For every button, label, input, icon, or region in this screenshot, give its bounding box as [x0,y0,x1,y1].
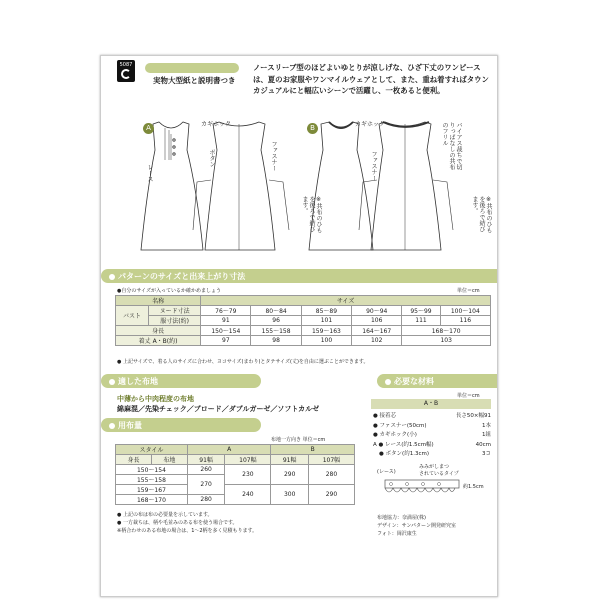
yardage-cell: 230 [225,465,271,485]
yardage-unit: 布地一方向き 単位＝cm [271,437,326,443]
view-b-label: B [307,123,318,134]
size-cell: 97 [201,336,251,346]
size-row-length: 着丈 A・B(約) [116,336,201,346]
size-row-finished: 服寸法(約) [149,316,201,326]
size-cell: 101 [301,316,351,326]
dress-b-back [359,122,453,250]
yardage-col-width: 布地 [151,455,187,465]
size-cell: 168〜170 [402,326,491,336]
pattern-sheet [100,55,498,597]
fabric-section-title: 適した布地 [118,377,158,386]
fabric-items: 綿麻混／先染チェック／ブロード／ダブルガーゼ／ソフトカルゼ [117,405,320,413]
size-section-band [101,269,498,283]
size-cell: 116 [440,316,490,326]
yardage-w91-a: 91幅 [187,455,224,465]
size-row-nude: ヌード寸法 [149,306,201,316]
label-a-lace: レース [146,164,153,182]
size-cell: 91 [201,316,251,326]
size-note: ●自分のサイズが入っているか確かめましょう [117,288,221,294]
lace-caption-2: みみがしまつ [419,464,450,470]
bullet-icon [385,379,391,385]
credits [377,514,456,538]
yardage-col-style: スタイル [116,445,188,455]
size-footnote: ● 上記サイズで、着る人のサイズに合わせ、ヨコサイズ(まわり)とタテサイズ(丈)を自由に選ぶことができます。 [117,359,369,365]
logo-block [117,60,135,82]
credit-fabric: 布地協力：奈満屋(株) [377,515,426,521]
size-cell: 76〜79 [201,306,251,316]
yardage-section-title: 用布量 [118,421,142,430]
bullet-icon [109,423,115,429]
size-cell: 80〜84 [251,306,301,316]
size-cell: 90〜94 [352,306,402,316]
ribbon-top [145,63,239,73]
size-cell: 164〜167 [352,326,402,336]
fabric-section-band [101,374,261,388]
materials-section-title: 必要な材料 [394,377,434,386]
size-cell: 150〜154 [201,326,251,336]
material-item: ● カギホック(小) 1組 [373,432,491,438]
materials-group: A・B [423,400,439,407]
materials-section-band [377,374,498,388]
description-text: ノースリーブ型のほどよいゆとりが涼しげな、ひざ下丈のワンピースは、夏のお家服やワンマイルウェアとして、また、重ね着すればタウンカジュアルにと幅広いシーンで活躍し、一枚あると便利。 [253,63,489,95]
yardage-height: 168〜170 [116,495,188,505]
material-item: ● 接着芯 長さ50×幅91 [373,413,491,419]
material-item: ● ボタン(約1.3cm) 3コ [379,451,491,457]
label-b-frill: バイアス裁ちで切りっぱなしの共布のフリル [441,122,462,170]
dress-illustrations [119,120,479,260]
material-item: ● ファスナー(50cm) 1本 [373,422,491,429]
lace-width: 約1.5cm [463,484,484,490]
note-b-ties: ※共布のひもを後ろで結びます。 [471,196,492,233]
size-unit: 単位＝cm [457,288,480,294]
size-row-height: 身長 [116,326,201,336]
yardage-cell: 260 [187,465,224,475]
size-cell: 100〜104 [440,306,490,316]
bullet-icon [109,379,115,385]
size-cell: 85〜89 [301,306,351,316]
yardage-height: 150〜154 [116,465,188,475]
size-cell: 159〜163 [301,326,351,336]
label-a-zipper: ファスナー [270,141,277,171]
fabric-subtitle: 中薄から中肉程度の布地 [117,395,194,403]
materials-group-header [371,399,491,409]
yardage-cell: 280 [308,465,354,485]
credit-design: デザイン：サンパターン開発研究室 [377,523,456,529]
yardage-height: 155〜158 [116,475,188,485]
lace-caption-3: されているタイプ [419,471,459,477]
yardage-cell: 270 [187,475,224,495]
size-cell: 96 [251,316,301,326]
size-section-title: パターンのサイズと出来上がり寸法 [118,272,246,281]
size-cell: 155〜158 [251,326,301,336]
label-b-zipper: ファスナー [370,151,377,181]
yardage-note: ※柄合わせのある布地の場合は、1〜2柄を多く見積もります。 [117,528,258,534]
label-b-hook: カギホック [355,121,386,128]
label-a-hook: カギホック [201,121,232,128]
yardage-w91-b: 91幅 [271,455,308,465]
size-table [115,295,491,346]
yardage-w107-b: 107幅 [308,455,354,465]
yardage-height: 159〜167 [116,485,188,495]
yardage-cell: 240 [225,485,271,505]
yardage-section-band [101,418,261,432]
view-a-label: A [143,123,154,134]
label-a-button: ボタン [208,149,215,167]
pattern-code: 5087 [119,62,133,68]
materials-list [373,412,491,460]
size-cell: 98 [251,336,301,346]
bullet-icon [109,274,115,280]
logo-icon [121,69,131,79]
size-cell: 100 [301,336,351,346]
size-header-size: サイズ [201,296,491,306]
dress-a-front [141,122,203,250]
materials-unit: 単位＝cm [457,393,480,399]
yardage-cell: 290 [308,485,354,505]
yardage-table [115,444,355,505]
yardage-cell: 300 [271,485,308,505]
yardage-w107-a: 107幅 [225,455,271,465]
yardage-note: ● 一方裁ちは、柄や毛並みのある布を使う場合です。 [117,520,238,526]
ribbon-text: 実物大型紙と説明書つき [153,76,236,85]
yardage-col-height: 身長 [116,455,152,465]
yardage-col-a: A [187,445,271,455]
yardage-cell: 290 [271,465,308,485]
note-a-ties: ※共布のひもを後ろで結びます。 [301,196,322,233]
size-cell: 106 [352,316,402,326]
credit-photo: フォト：岡沢康生 [377,531,417,537]
yardage-notes [117,511,257,535]
size-row-bust: バスト [116,306,149,326]
yardage-note: ● 上記の布は布の必要量を示しています。 [117,512,213,518]
size-cell: 95〜99 [402,306,440,316]
material-item: A ● レース(約1.5cm幅) 40cm [373,441,491,448]
size-cell: 111 [402,316,440,326]
size-cell: 102 [352,336,402,346]
yardage-col-b: B [271,445,355,455]
size-header-name: 名称 [116,296,201,306]
lace-caption-1: (レース) [377,469,396,475]
size-cell: 103 [402,336,491,346]
lace-icon [383,478,463,498]
yardage-cell: 280 [187,495,224,505]
